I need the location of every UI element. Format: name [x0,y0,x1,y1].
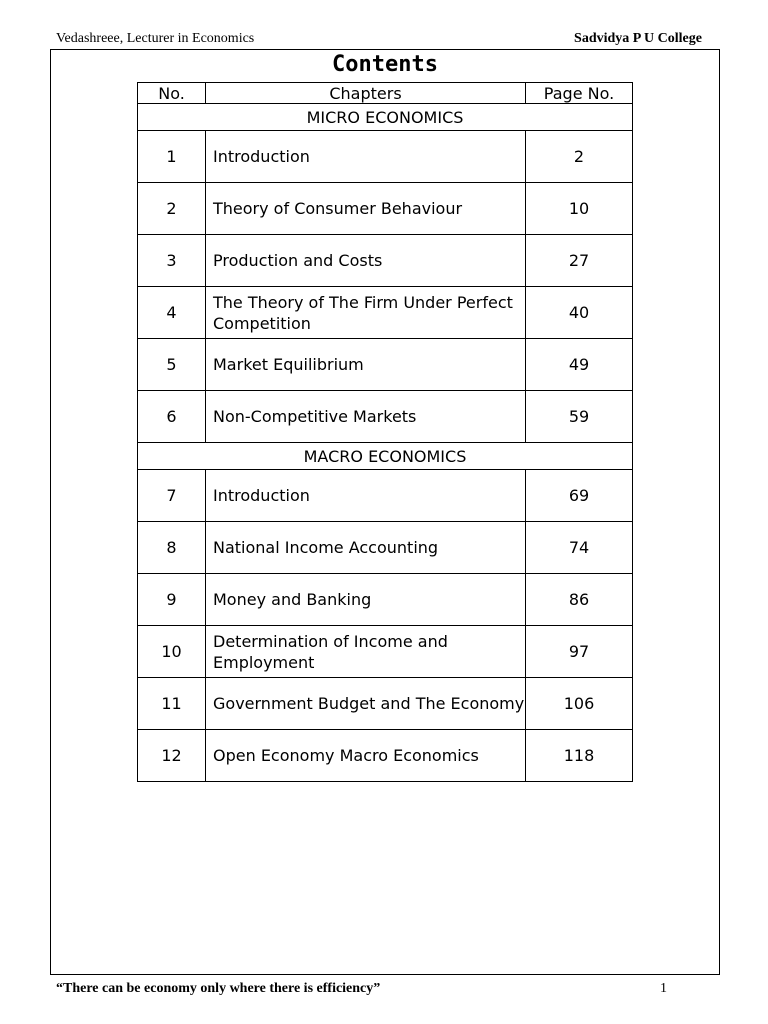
section-title: MACRO ECONOMICS [138,443,633,470]
chapter-number: 6 [138,391,206,443]
chapter-title: Introduction [206,131,526,183]
chapter-page: 118 [526,730,633,782]
chapter-number: 10 [138,626,206,678]
table-row [138,678,633,730]
column-header-no: No. [138,83,206,104]
section-header-row [138,443,633,470]
chapter-page: 40 [526,287,633,339]
chapter-number: 9 [138,574,206,626]
chapter-title: Production and Costs [206,235,526,287]
section-header-row [138,104,633,131]
chapter-title: Money and Banking [206,574,526,626]
table-row [138,287,633,339]
table-row [138,522,633,574]
chapter-page: 69 [526,470,633,522]
chapter-number: 11 [138,678,206,730]
chapter-page: 86 [526,574,633,626]
chapter-number: 12 [138,730,206,782]
chapter-title: Introduction [206,470,526,522]
chapter-page: 106 [526,678,633,730]
chapter-page: 2 [526,131,633,183]
chapter-title: Government Budget and The Economy [206,678,526,730]
table-row [138,235,633,287]
footer-page-number: 1 [660,981,667,996]
column-header-chapters: Chapters [206,83,526,104]
table-header-row [138,83,633,104]
chapter-number: 7 [138,470,206,522]
chapter-title: National Income Accounting [206,522,526,574]
chapter-number: 3 [138,235,206,287]
table-row [138,470,633,522]
column-header-page: Page No. [526,83,633,104]
chapter-title: The Theory of The Firm Under Perfect Competition [206,287,526,339]
chapter-number: 8 [138,522,206,574]
chapter-page: 27 [526,235,633,287]
chapter-number: 4 [138,287,206,339]
chapter-number: 5 [138,339,206,391]
table-row [138,730,633,782]
table-row [138,339,633,391]
chapter-number: 1 [138,131,206,183]
section-title: MICRO ECONOMICS [138,104,633,131]
chapter-page: 97 [526,626,633,678]
header-college: Sadvidya P U College [574,31,702,46]
table-row [138,574,633,626]
chapter-page: 49 [526,339,633,391]
table-row [138,626,633,678]
chapter-title: Theory of Consumer Behaviour [206,183,526,235]
chapter-title: Non-Competitive Markets [206,391,526,443]
chapter-title: Determination of Income and Employment [206,626,526,678]
chapter-page: 59 [526,391,633,443]
table-row [138,183,633,235]
chapter-title: Market Equilibrium [206,339,526,391]
chapter-page: 10 [526,183,633,235]
chapter-number: 2 [138,183,206,235]
chapter-page: 74 [526,522,633,574]
table-row [138,131,633,183]
page-title: Contents [332,52,438,77]
contents-table-body [138,83,633,782]
table-row [138,391,633,443]
header-author: Vedashreee, Lecturer in Economics [56,31,255,46]
footer-quote: “There can be economy only where there is efficiency” [56,981,381,996]
chapter-title: Open Economy Macro Economics [206,730,526,782]
contents-table [137,82,633,782]
